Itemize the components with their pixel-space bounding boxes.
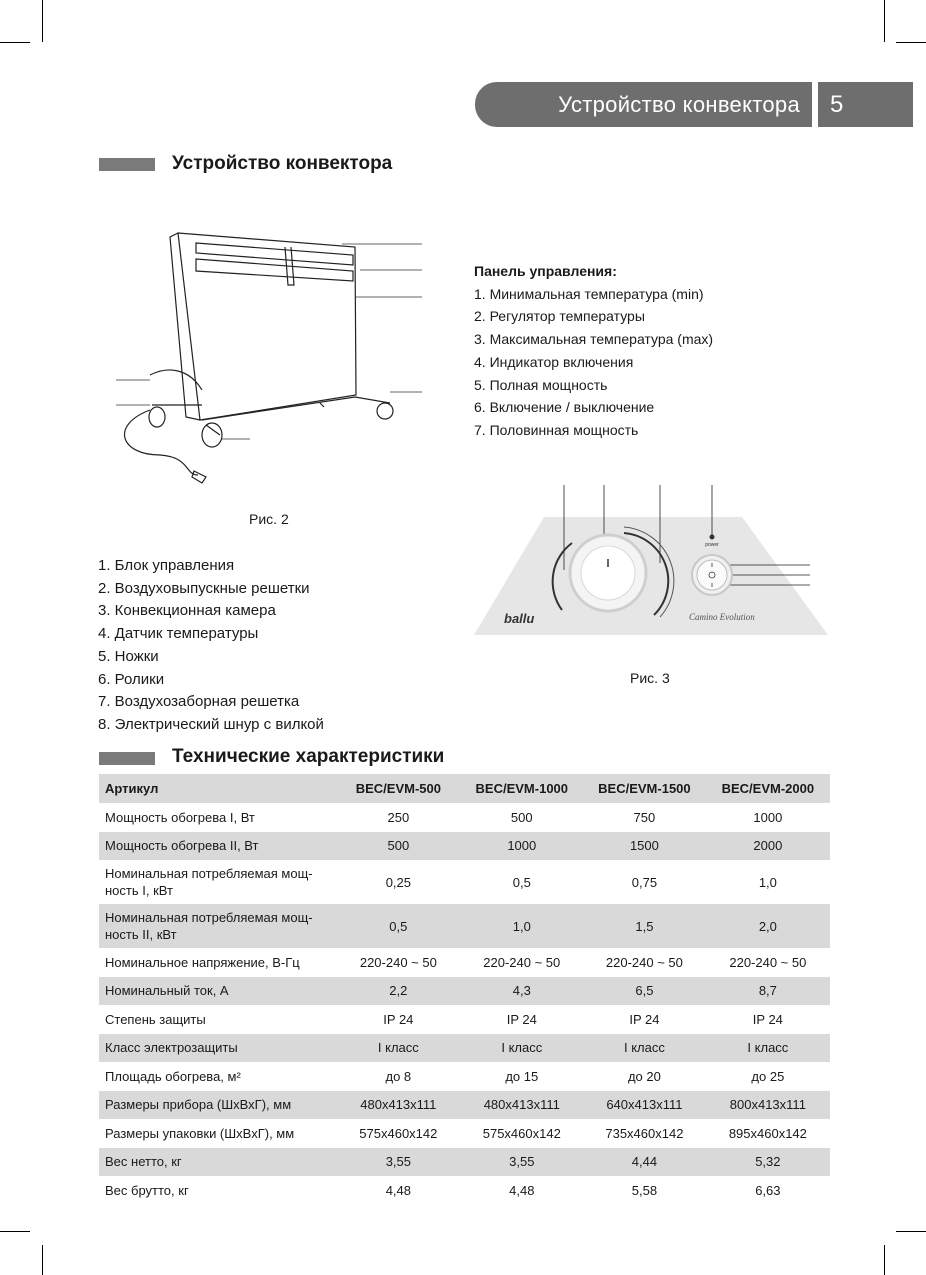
table-row: [99, 977, 830, 1006]
table-row-label: Класс электрозащиты: [99, 1034, 336, 1063]
list-item: 7. Половинная мощность: [474, 421, 639, 438]
crop-mark: [884, 1245, 885, 1275]
table-cell: 1500: [583, 832, 706, 861]
table-cell: 4,3: [460, 977, 583, 1006]
table-cell: до 8: [385, 1068, 412, 1084]
fig2-caption: Рис. 2: [249, 511, 289, 527]
table-cell: 0,75: [631, 874, 658, 890]
control-panel-legend: [474, 260, 713, 442]
table-cell: I класс: [336, 1034, 460, 1063]
fig3-caption: Рис. 3: [630, 670, 670, 686]
table-cell: IP 24: [752, 1011, 783, 1027]
convector-illustration: [110, 225, 430, 495]
table-row: [99, 1062, 830, 1091]
table-cell: 895x460x142: [728, 1125, 807, 1141]
table-cell: IP 24: [383, 1011, 414, 1027]
table-header-cell: Артикул: [99, 774, 336, 803]
section-marker: [99, 158, 155, 171]
table-cell: до 25: [751, 1068, 785, 1084]
table-row-label: Степень защиты: [105, 1011, 206, 1027]
table-row-label: Номинальный ток, А: [99, 977, 336, 1006]
list-item: 3. Конвекционная камера: [98, 602, 276, 620]
list-item: 4. Датчик температуры: [98, 625, 259, 643]
table-cell: 750: [633, 809, 656, 825]
table-cell: 0,5: [336, 904, 460, 948]
section-title-specs: Технические характеристики: [172, 746, 445, 767]
table-cell: 800x413x111: [706, 1091, 830, 1120]
running-header-title: Устройство конвектора: [558, 92, 800, 117]
table-row-label: Вес брутто, кг: [105, 1182, 189, 1198]
table-row-label: Номинальная потребляемая мощ-ность I, кВт: [105, 866, 313, 898]
parts-legend: [98, 555, 324, 737]
table-cell: 2,2: [336, 977, 460, 1006]
table-cell: 8,7: [706, 977, 830, 1006]
table-cell: 2000: [706, 832, 830, 861]
list-item: 6. Ролики: [98, 670, 165, 688]
table-row-label: Размеры прибора (ШхВхГ), мм: [99, 1091, 336, 1120]
spec-table: [99, 774, 830, 1205]
table-header-cell: BEC/EVM-500: [336, 774, 460, 803]
crop-mark: [896, 42, 926, 43]
crop-mark: [0, 1231, 30, 1232]
table-row-label: Мощность обогрева II, Вт: [99, 832, 336, 861]
list-item: 5. Полная мощность: [474, 376, 608, 393]
table-cell: 250: [387, 809, 410, 825]
table-row-label: Мощность обогрева I, Вт: [105, 809, 255, 825]
table-cell: 220-240 ~ 50: [729, 954, 807, 970]
list-item: 3. Максимальная температура (max): [474, 331, 714, 348]
table-row: [99, 904, 830, 948]
crop-mark: [884, 0, 885, 42]
table-row: [99, 1091, 830, 1120]
table-cell: до 15: [505, 1068, 539, 1084]
table-cell: 480x413x111: [336, 1091, 460, 1120]
list-item: 1. Блок управления: [98, 557, 235, 574]
table-cell: 0,5: [512, 874, 531, 890]
list-item: 5. Ножки: [98, 647, 159, 665]
table-row: [99, 948, 830, 977]
table-cell: 500: [510, 809, 533, 825]
crop-mark: [42, 1245, 43, 1275]
table-row: [99, 1176, 830, 1205]
table-row-label: Вес нетто, кг: [99, 1148, 336, 1177]
table-cell: 6,63: [755, 1182, 781, 1198]
table-cell: I класс: [583, 1034, 706, 1063]
crop-mark: [42, 0, 43, 42]
page-number-box: [818, 82, 913, 127]
list-item: 1. Минимальная температура (min): [474, 285, 704, 302]
power-label: power: [705, 542, 719, 548]
table-cell: 1,0: [460, 904, 583, 948]
table-cell: I класс: [460, 1034, 583, 1063]
table-cell: 3,55: [336, 1148, 460, 1177]
table-cell: 735x460x142: [605, 1125, 684, 1141]
table-cell: 4,48: [385, 1182, 411, 1198]
table-cell: IP 24: [506, 1011, 537, 1027]
table-cell: I класс: [706, 1034, 830, 1063]
control-panel-heading: Панель управления:: [474, 263, 617, 279]
table-row: [99, 832, 830, 861]
table-cell: 220-240 ~ 50: [605, 954, 683, 970]
table-header-cell: BEC/EVM-2000: [706, 774, 830, 803]
table-cell: 575x460x142: [482, 1125, 561, 1141]
table-cell: 575x460x142: [359, 1125, 438, 1141]
crop-mark: [896, 1231, 926, 1232]
list-item: 2. Воздуховыпускные решетки: [98, 579, 310, 597]
table-row-label: Размеры упаковки (ШхВхГ), мм: [105, 1125, 295, 1141]
table-cell: 2,0: [706, 904, 830, 948]
table-cell: 6,5: [583, 977, 706, 1006]
table-cell: 4,44: [583, 1148, 706, 1177]
crop-mark: [0, 42, 30, 43]
table-row: [99, 1119, 830, 1148]
table-row-label: Площадь обогрева, м²: [105, 1068, 241, 1084]
page-number: 5: [830, 91, 844, 118]
table-header-cell: BEC/EVM-1500: [583, 774, 706, 803]
control-panel-illustration: [474, 485, 834, 640]
table-cell: IP 24: [629, 1011, 660, 1027]
table-cell: 3,55: [460, 1148, 583, 1177]
table-header-row: [99, 774, 830, 803]
table-row: [99, 1148, 830, 1177]
table-cell: 4,48: [509, 1182, 535, 1198]
table-cell: 5,32: [706, 1148, 830, 1177]
table-row: [99, 803, 830, 832]
list-item: 8. Электрический шнур с вилкой: [98, 715, 324, 733]
table-row: [99, 860, 830, 904]
table-cell: 0,25: [385, 874, 411, 890]
table-cell: 5,58: [631, 1182, 658, 1198]
table-cell: 1000: [460, 832, 583, 861]
list-item: 7. Воздухозаборная решетка: [98, 693, 300, 711]
table-row: [99, 1034, 830, 1063]
table-cell: 1,0: [758, 874, 777, 890]
table-cell: до 20: [627, 1068, 661, 1084]
list-item: 6. Включение / выключение: [474, 399, 655, 416]
section-title-device: Устройство конвектора: [172, 153, 393, 174]
running-header: [475, 82, 812, 127]
series-logo: Camino Evolution: [689, 612, 755, 622]
table-cell: 640x413x111: [583, 1091, 706, 1120]
list-item: 4. Индикатор включения: [474, 353, 634, 370]
brand-logo: ballu: [504, 611, 535, 626]
table-cell: 500: [336, 832, 460, 861]
table-cell: 220-240 ~ 50: [359, 954, 437, 970]
table-row: [99, 1005, 830, 1034]
list-item: 2. Регулятор температуры: [474, 308, 645, 325]
table-row-label: Номинальная потребляемая мощ-ность II, кВт: [99, 904, 336, 948]
table-row-label: Номинальное напряжение, В-Гц: [105, 954, 300, 970]
table-header-cell: BEC/EVM-1000: [460, 774, 583, 803]
table-cell: 220-240 ~ 50: [483, 954, 561, 970]
table-cell: 1,5: [583, 904, 706, 948]
table-cell: 1000: [753, 809, 783, 825]
section-marker: [99, 752, 155, 765]
table-cell: 480x413x111: [460, 1091, 583, 1120]
